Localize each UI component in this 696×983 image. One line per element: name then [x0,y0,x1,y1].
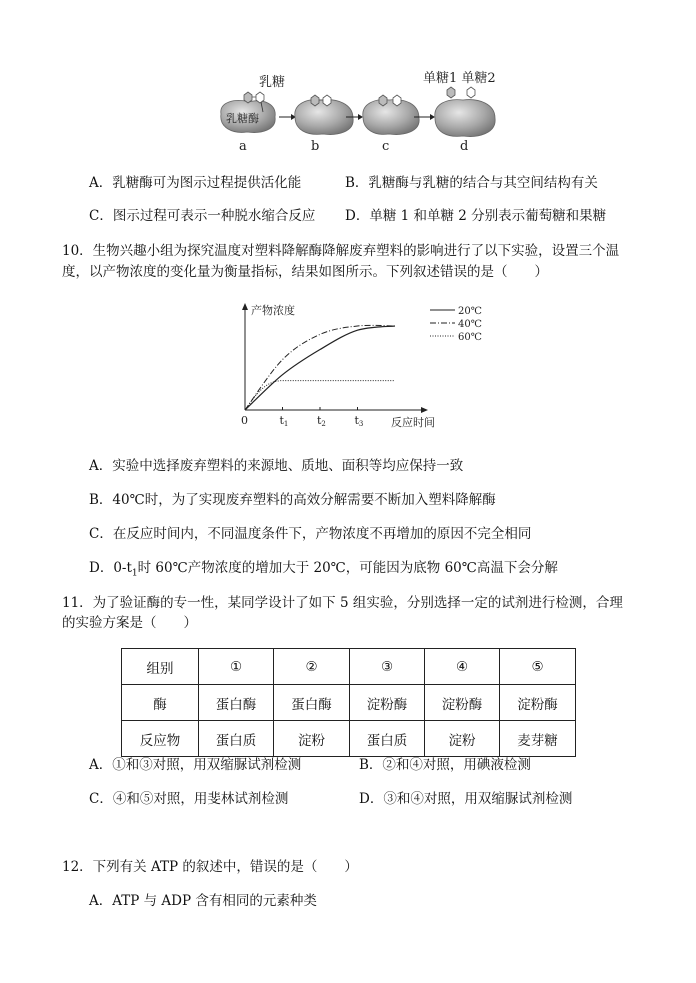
table-cell: 淀粉 [274,721,350,757]
step-a: a [239,139,247,154]
y-axis-label: 产物浓度 [251,304,295,317]
table-header-cell: ② [274,649,350,685]
table-cell: 酶 [122,685,199,721]
q12-stem: 12．下列有关 ATP 的叙述中，错误的是（ ） [62,859,358,875]
x-axis-arrow [421,407,428,413]
table-cell: 蛋白质 [199,721,274,757]
legend-label: 60℃ [458,332,482,343]
q10-option-d: D．$0-t_1$时 60℃产物浓度的增加大于 20℃，可能因为底物 60℃高温下会分解 [89,560,558,579]
monosaccharide-labels: 单糖1 单糖2 [423,71,496,86]
q10-stem-line1: 10．生物兴趣小组为探究温度对塑料降解酶降解废弃塑料的影响进行了以下实验，设置三个温 [62,243,620,259]
q11-option-b: B．②和④对照，用碘液检测 [359,757,531,773]
lactose-label: 乳糖 [259,75,286,90]
table-cell: 蛋白酶 [274,685,350,721]
q11-stem-line2: 的实验方案是（ ） [62,615,197,631]
step-d: d [460,139,469,154]
enzyme-label: 乳糖酶 [226,112,259,125]
table-cell: 蛋白酶 [199,685,274,721]
q10-option-b: B．40℃时，为了实现废弃塑料的高效分解需要不断加入塑料降解酶 [89,492,496,508]
q11-option-a: A．①和③对照，用双缩脲试剂检测 [89,757,302,773]
x-tick-label: 0 [241,414,248,427]
table-cell: 麦芽糖 [500,721,576,757]
q9-option-a: A．乳糖酶可为图示过程提供活化能 [89,175,302,191]
legend-label: 20℃ [458,306,482,317]
product-concentration-chart [235,298,485,433]
enzyme-b [295,100,353,135]
table-header-cell: ③ [350,649,425,685]
q11-option-d: D．③和④对照，用双缩脲试剂检测 [359,791,573,807]
series-line [245,325,395,410]
series-line [245,326,395,410]
table-row [122,685,576,721]
step-b: b [311,139,320,154]
q9-option-d: D．单糖 1 和单糖 2 分别表示葡萄糖和果糖 [345,208,607,224]
q11-option-c: C．④和⑤对照，用斐林试剂检测 [89,791,289,807]
table-cell: 淀粉酶 [500,685,576,721]
step-c: c [382,139,390,154]
table-cell: 淀粉酶 [350,685,425,721]
x-tick-label: t1 [279,414,289,428]
lactase-diagram [215,62,515,157]
table-row [122,721,576,757]
q11-stem-line1: 11．为了验证酶的专一性，某同学设计了如下 5 组实验，分别选择一定的试剂进行检测，合理 [62,595,623,611]
q9-option-b: B．乳糖酶与乳糖的结合与其空间结构有关 [345,175,598,191]
series-line [245,381,395,410]
q9-option-c: C．图示过程可表示一种脱水缩合反应 [89,208,316,224]
table-cell: 淀粉酶 [425,685,500,721]
enzyme-experiment-table [121,648,576,757]
table-cell: 淀粉 [425,721,500,757]
x-axis-label: 反应时间 [391,416,435,429]
y-axis-arrow [242,303,248,310]
table-row [122,649,576,685]
q10-stem-line2: 度，以产物浓度的变化量为衡量指标，结果如图所示。下列叙述错误的是（ ） [62,264,548,280]
table-cell: 蛋白质 [350,721,425,757]
table-header-cell: ① [199,649,274,685]
table-header-cell: 组别 [122,649,199,685]
table-cell: 反应物 [122,721,199,757]
x-tick-label: t2 [317,414,326,428]
table-header-cell: ④ [425,649,500,685]
table-header-cell: ⑤ [500,649,576,685]
q12-option-a: A．ATP 与 ADP 含有相同的元素种类 [89,893,317,909]
x-tick-label: t3 [354,414,364,428]
q10-option-a: A．实验中选择废弃塑料的来源地、质地、面积等均应保持一致 [89,458,464,474]
legend-label: 40℃ [458,319,482,330]
enzyme-c [363,100,419,135]
q10-option-c: C．在反应时间内，不同温度条件下，产物浓度不再增加的原因不完全相同 [89,526,532,542]
enzyme-d [435,100,495,137]
